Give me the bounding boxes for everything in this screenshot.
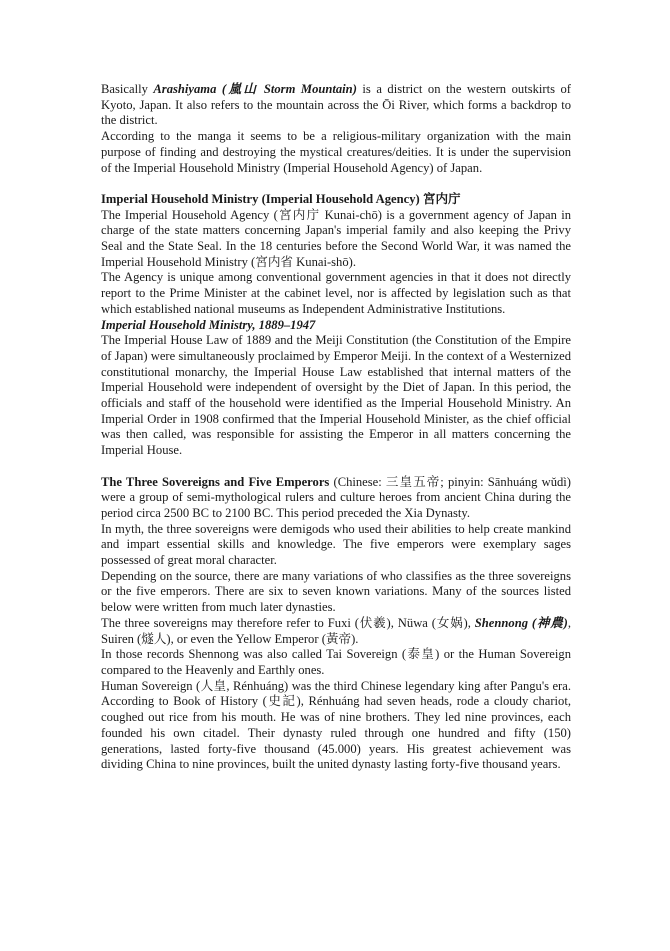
text-column <box>101 82 571 773</box>
imperial-subheading: Imperial Household Ministry, 1889–1947 <box>101 317 316 332</box>
organization-paragraph: According to the manga it seems to be a religious-military organization with the main purpose of finding and destroying the mystical creatures/deities. It is under the supervision of the Imperial Household Ministry (Imperial Household Agency) of Japan. <box>101 129 571 175</box>
text-run: is a district on the western outskirts of Kyoto, Japan. It also refers to the mountain across the Ōi River, which forms a backdrop to the district. <box>101 82 571 128</box>
spacer <box>101 459 571 475</box>
text-run: , Suiren (燧人), or even the Yellow Emperor (黃帝). <box>101 615 571 646</box>
sovereigns-paragraph-6: Human Sovereign (人皇, Rénhuáng) was the third Chinese legendary king after Pangu's era. According to Book of History (史記), Rénhuáng had seven heads, rode a cloudy chariot, coughed out rice from his mouth. He was of nine brothers. They led nine provinces, each founded his own citadel. Their dynasty ruled through one hundred and fifty (150) generations, lasted forty-five thousand (45.000) years. His greatest achievement was dividing China to nine provinces, built the united dynasty lasting forty-five thousand years. <box>101 678 571 772</box>
shennong-term: Shennong (神農) <box>474 615 568 630</box>
sovereigns-paragraph-2: In myth, the three sovereigns were demigods who used their abilities to help create mankind and impart essential skills and knowledge. The five emperors were exemplary sages possessed of great moral character. <box>101 521 571 568</box>
sovereigns-paragraph-4 <box>101 616 571 647</box>
arashiyama-term: Arashiyama (嵐山 Storm Mountain) <box>153 82 357 96</box>
sovereigns-paragraph-3: Depending on the source, there are many variations of who classifies as the three sovereigns or the five emperors. There are six to seven known variations. Many of the sources listed below were written from much later dynasties. <box>101 568 571 615</box>
arashiyama-paragraph <box>101 82 571 129</box>
sovereigns-section <box>101 475 571 773</box>
imperial-paragraph-3: The Imperial House Law of 1889 and the Meiji Constitution (the Constitution of the Empire of Japan) were simultaneously proclaimed by Emperor Meiji. In the context of a Westernized constitutional monarchy, the Imperial House Law established that internal matters of the Imperial Household were independent of oversight by the Diet of Japan. In this period, the officials and staff of the household were identified as the Imperial Household Ministry. An Imperial Order in 1908 confirmed that the Imperial Household Minister, as the chief official was then called, was responsible for assisting the Emperor in all matters concerning the Imperial House. <box>101 333 571 458</box>
imperial-heading: Imperial Household Ministry (Imperial Household Agency) 宮内庁 <box>101 191 461 206</box>
imperial-section <box>101 192 571 459</box>
imperial-paragraph-2: The Agency is unique among conventional government agencies in that it does not directly report to the Prime Minister at the cabinet level, nor is affected by legislation such as that which established national museums as Independent Administrative Institutions. <box>101 270 571 316</box>
sovereigns-paragraph-5: In those records Shennong was also called Tai Sovereign (泰皇) or the Human Sovereign compared to the Heavenly and Earthly ones. <box>101 647 571 677</box>
text-run: (Chinese: 三皇五帝; pinyin: Sānhuáng wǔdì) were a group of semi-mythological rulers and culture heroes from ancient China during the period circa 2500 BC to 2100 BC. This period preceded the Xia Dynasty. <box>101 474 571 520</box>
text-run: Basically <box>101 82 154 96</box>
sovereigns-paragraph-1 <box>101 475 571 522</box>
spacer <box>101 176 571 192</box>
sovereigns-term: The Three Sovereigns and Five Emperors <box>101 474 330 489</box>
arashiyama-section <box>101 82 571 176</box>
imperial-paragraph-1: The Imperial Household Agency (宮内庁 Kunai-chō) is a government agency of Japan in charge of the state matters concerning Japan's imperial family and also keeping the Privy Seal and the State Seal. In the 18 centuries before the Second World War, it was named the Imperial Household Ministry (宮内省 Kunai-shō). <box>101 207 571 269</box>
text-run: The three sovereigns may therefore refer to Fuxi (伏羲), Nüwa (女娲), <box>101 615 475 630</box>
